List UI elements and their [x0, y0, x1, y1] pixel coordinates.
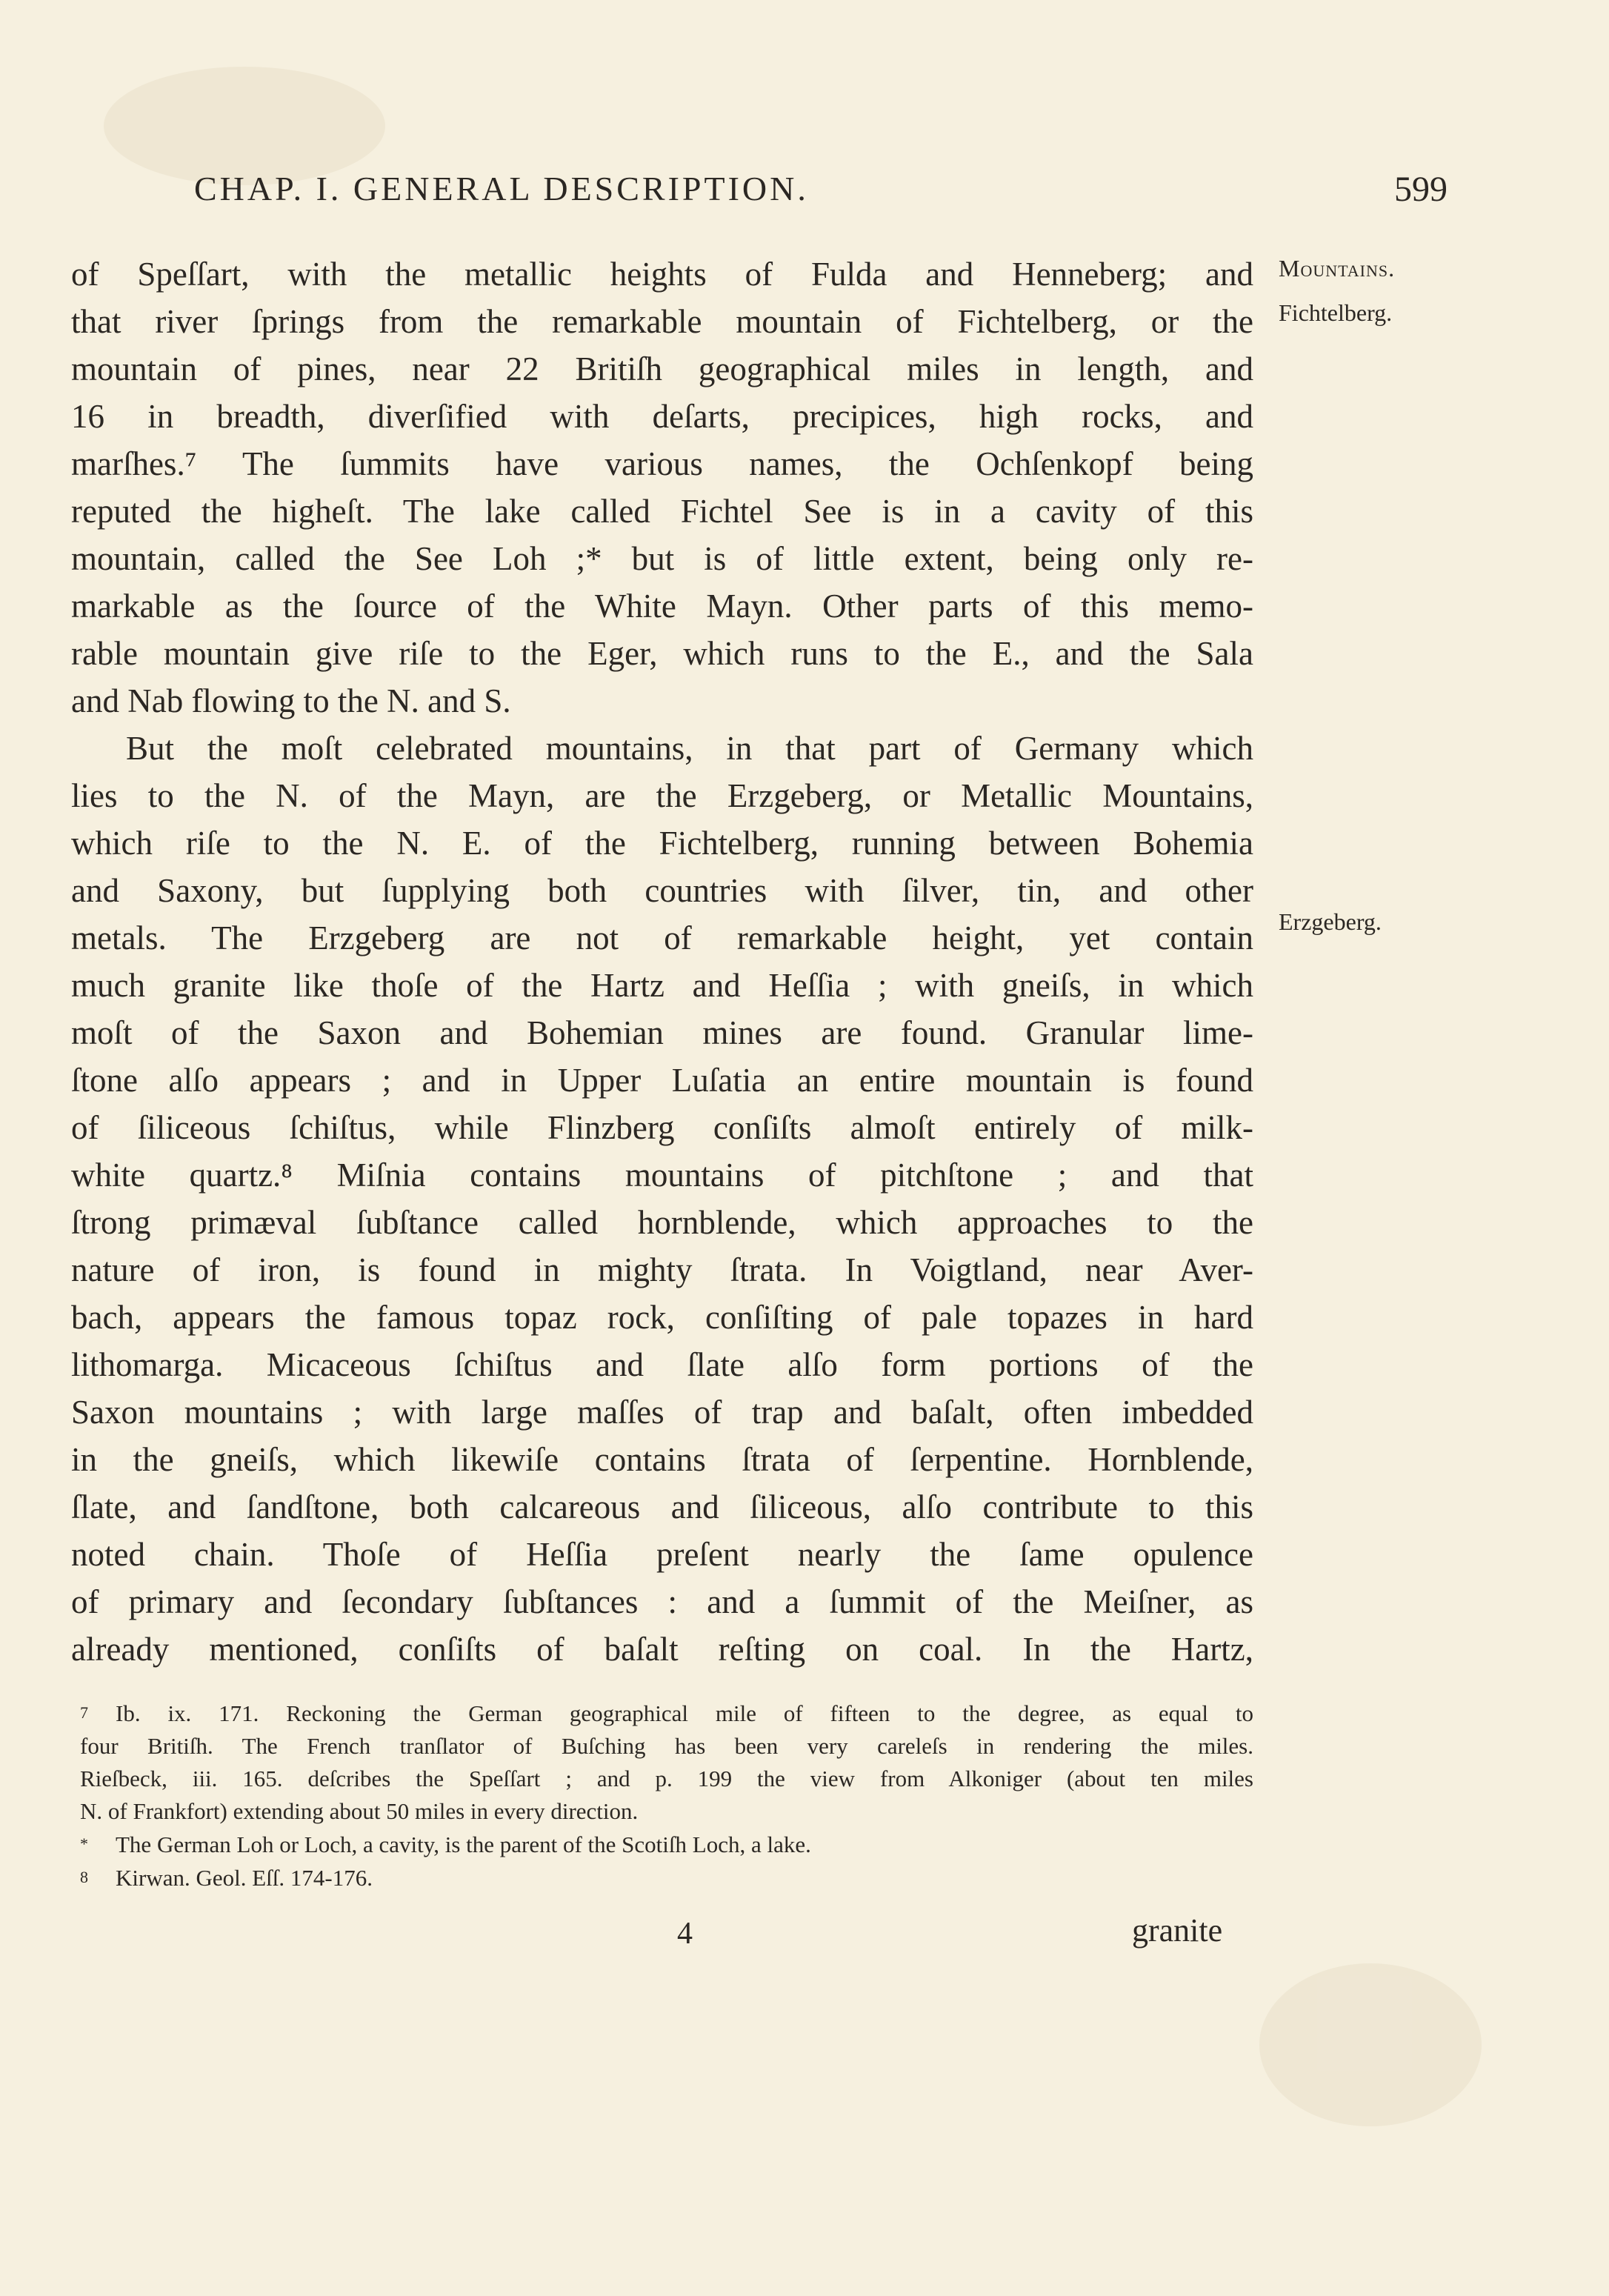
body-line: already mentioned, conſiſts of baſalt reſting on coal. In the Hartz, [71, 1631, 1253, 1668]
body-line: noted chain. Thoſe of Heſſia preſent nearly the ſame opulence [71, 1536, 1253, 1573]
margin-note-erzgeberg: Erzgeberg. [1279, 908, 1382, 935]
body-text [71, 250, 1253, 1673]
body-line: in the gneiſs, which likewiſe contains ſtrata of ſerpentine. Hornblende, [71, 1441, 1253, 1478]
body-line: rable mountain give riſe to the Eger, which runs to the E., and the Sala [71, 635, 1253, 672]
footnotes [80, 1697, 1253, 1894]
body-line: But the moſt celebrated mountains, in that part of Germany which [126, 730, 1253, 767]
body-line: lithomarga. Micaceous ſchiſtus and ſlate alſo form portions of the [71, 1346, 1253, 1383]
body-line: marſhes.⁷ The ſummits have various names, the Ochſenkopf being [71, 445, 1253, 482]
body-line: mountain, called the See Loh ;* but is of little extent, being only re- [71, 540, 1253, 577]
footnote-mark: 7 [80, 1703, 88, 1722]
body-line: much granite like thoſe of the Hartz and Heſſia ; with gneiſs, in which [71, 967, 1253, 1004]
body-line: lies to the N. of the Mayn, are the Erzgeberg, or Metallic Mountains, [71, 777, 1253, 814]
body-line: nature of iron, is found in mighty ſtrata. In Voigtland, near Aver- [71, 1251, 1253, 1288]
body-line: reputed the higheſt. The lake called Fichtel See is in a cavity of this [71, 493, 1253, 530]
footnote-line: Rieſbeck, iii. 165. deſcribes the Speſſart ; and p. 199 the view from Alkoniger (about ten miles [80, 1766, 1253, 1791]
body-line: markable as the ſource of the White Mayn. Other parts of this memo- [71, 588, 1253, 625]
footnote-line: four Britiſh. The French tranſlator of Buſching has been very careleſs in rendering the miles. [80, 1733, 1253, 1759]
body-line: and Nab flowing to the N. and S. [71, 682, 511, 719]
footnote-line: The German Loh or Loch, a cavity, is the parent of the Scotiſh Loch, a lake. [116, 1831, 811, 1857]
body-line: bach, appears the famous topaz rock, conſiſting of pale topazes in hard [71, 1299, 1253, 1336]
body-line: of Speſſart, with the metallic heights of Fulda and Henneberg; and [71, 256, 1253, 293]
body-line: 16 in breadth, diverſified with deſarts, precipices, high rocks, and [71, 398, 1253, 435]
body-line: ſtrong primæval ſubſtance called hornblende, which approaches to the [71, 1204, 1253, 1241]
paper-stain [1259, 1963, 1482, 2126]
body-line: Saxon mountains ; with large maſſes of trap and baſalt, often imbedded [71, 1394, 1253, 1431]
footnote-line: Ib. ix. 171. Reckoning the German geographical mile of fifteen to the degree, as equal to [116, 1700, 1253, 1726]
body-line: that river ſprings from the remarkable mountain of Fichtelberg, or the [71, 303, 1253, 340]
body-line: of primary and ſecondary ſubſtances : and a ſummit of the Meiſner, as [71, 1583, 1253, 1620]
body-line: ſlate, and ſandſtone, both calcareous and ſiliceous, alſo contribute to this [71, 1488, 1253, 1525]
footnote-mark: * [80, 1834, 88, 1853]
body-line: white quartz.⁸ Miſnia contains mountains of pitchſtone ; and that [71, 1157, 1253, 1194]
body-line: and Saxony, but ſupplying both countries with ſilver, tin, and other [71, 872, 1253, 909]
body-line: metals. The Erzgeberg are not of remarkable height, yet contain [71, 919, 1253, 956]
margin-note-fichtelberg: Fichtelberg. [1279, 299, 1393, 326]
footnote-mark: 8 [80, 1868, 88, 1886]
body-line: of ſiliceous ſchiſtus, while Flinzberg conſiſts almoſt entirely of milk- [71, 1109, 1253, 1146]
footnote-line: Kirwan. Geol. Eſſ. 174-176. [116, 1865, 373, 1891]
body-line: mountain of pines, near 22 Britiſh geographical miles in length, and [71, 350, 1253, 387]
body-line: moſt of the Saxon and Bohemian mines are found. Granular lime- [71, 1014, 1253, 1051]
page-number: 599 [1394, 170, 1448, 209]
body-line: ſtone alſo appears ; and in Upper Luſatia an entire mountain is found [71, 1062, 1253, 1099]
footnote-7 [80, 1697, 1253, 1730]
footnote-8 [80, 1861, 1253, 1894]
paper-stain [104, 67, 385, 185]
margin-note-mountains: Mountains. [1279, 255, 1396, 282]
signature-mark: 4 [677, 1917, 693, 1951]
footnote-star [80, 1828, 1253, 1861]
footnote-line: N. of Frankfort) extending about 50 miles in every direction. [80, 1798, 639, 1824]
catchword: granite [1132, 1912, 1223, 1949]
running-head: CHAP. I. GENERAL DESCRIPTION. [194, 170, 809, 207]
body-line: which riſe to the N. E. of the Fichtelberg, running between Bohemia [71, 825, 1253, 862]
